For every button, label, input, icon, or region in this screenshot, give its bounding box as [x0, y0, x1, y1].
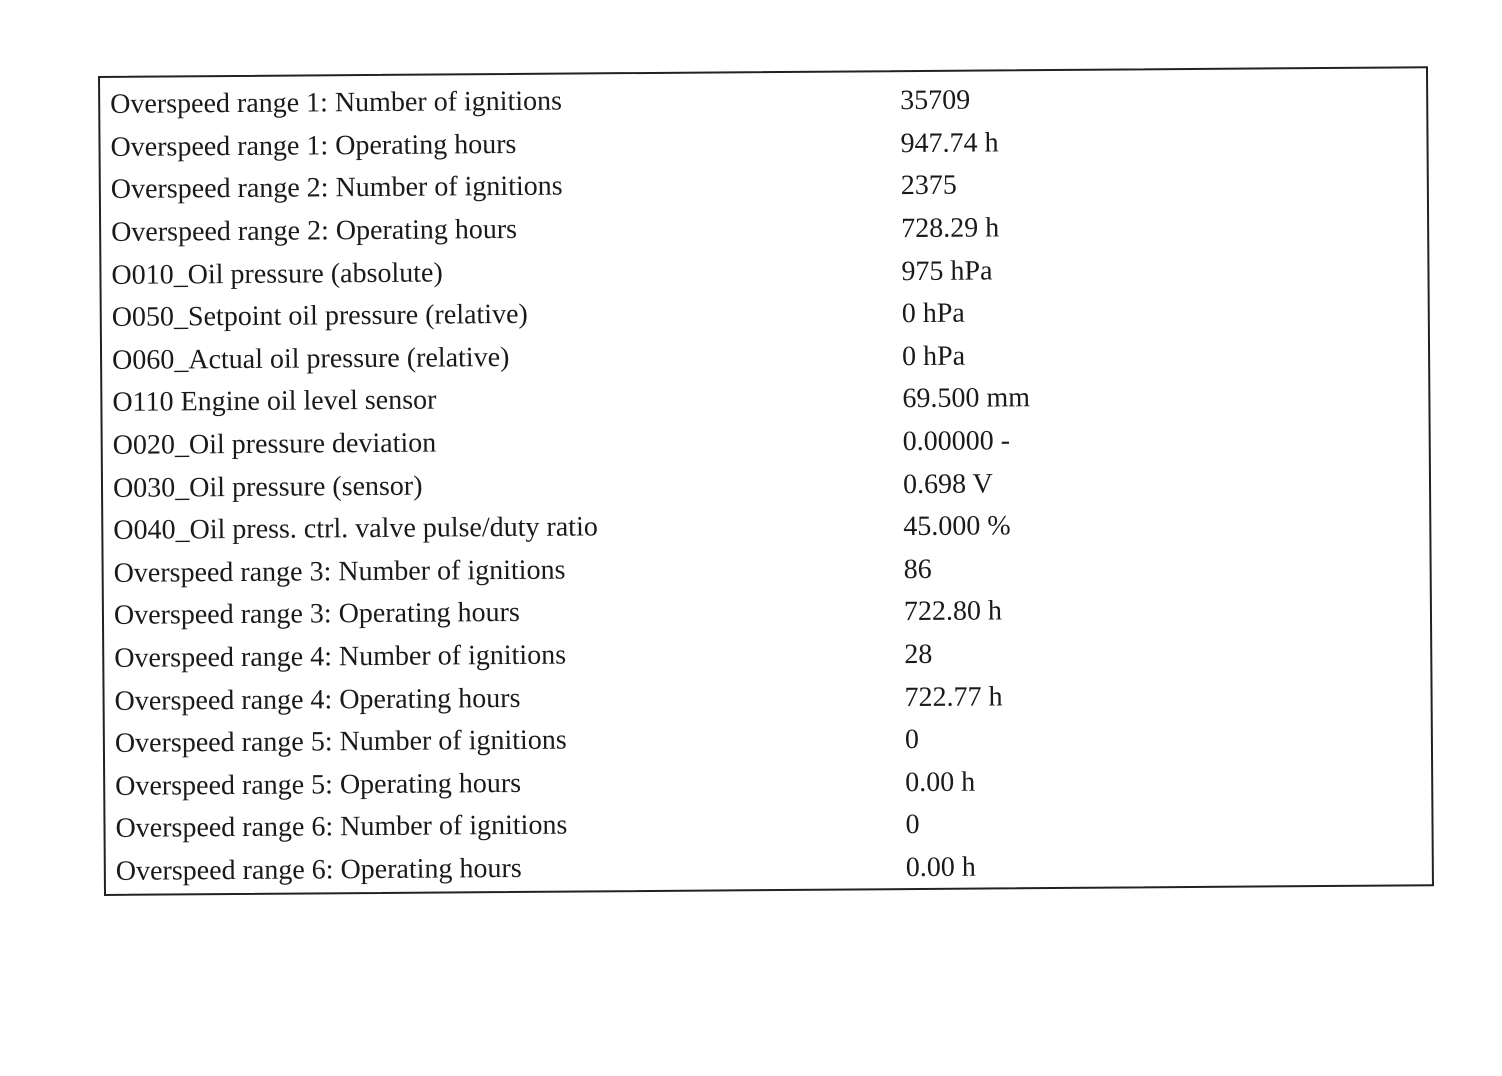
row-label: Overspeed range 2: Number of ignitions [110, 171, 563, 206]
row-label: Overspeed range 4: Operating hours [114, 682, 521, 717]
row-label: Overspeed range 5: Operating hours [115, 767, 522, 802]
row-value: 722.80 h [903, 595, 1003, 628]
row-value: 0 [904, 724, 920, 756]
row-label: O060_Actual oil pressure (relative) [111, 341, 510, 376]
row-value: 728.29 h [901, 212, 1000, 245]
row-label: O110 Engine oil level sensor [112, 384, 437, 419]
row-value: 45.000 % [903, 510, 1011, 543]
row-value: 86 [903, 553, 932, 585]
row-value: 0 [905, 809, 920, 841]
row-label: Overspeed range 3: Number of ignitions [113, 554, 566, 589]
row-value: 0 hPa [901, 297, 965, 330]
row-value: 28 [904, 638, 933, 671]
row-value: 2375 [900, 170, 957, 202]
row-value: 69.500 mm [902, 382, 1031, 415]
row-label: O020_Oil pressure deviation [112, 427, 437, 461]
row-value: 947.74 h [900, 127, 999, 160]
row-label: O030_Oil pressure (sensor) [112, 470, 423, 504]
row-value: 35709 [900, 84, 971, 117]
row-value: 0.00 h [905, 851, 976, 884]
row-label: O040_Oil press. ctrl. valve pulse/duty ratio [113, 511, 598, 547]
row-label: Overspeed range 6: Operating hours [115, 852, 522, 887]
row-label: O050_Setpoint oil pressure (relative) [111, 299, 528, 334]
row-label: Overspeed range 4: Number of ignitions [114, 639, 567, 674]
table-row [116, 841, 1422, 893]
row-label: Overspeed range 1: Operating hours [110, 128, 517, 163]
row-value: 0.698 V [902, 468, 993, 500]
row-value: 722.77 h [904, 680, 1003, 713]
row-label: Overspeed range 1: Number of ignitions [110, 85, 563, 121]
table-rows [110, 74, 1422, 893]
row-value: 0 hPa [901, 340, 966, 372]
row-label: Overspeed range 2: Operating hours [111, 214, 518, 248]
row-label: Overspeed range 6: Number of ignitions [115, 809, 568, 845]
row-value: 0.00000 - [902, 425, 1011, 458]
row-value: 975 hPa [901, 255, 993, 287]
row-label: Overspeed range 3: Operating hours [113, 597, 520, 632]
row-label: O010_Oil pressure (absolute) [111, 257, 443, 291]
measurement-table [98, 66, 1434, 896]
row-label: Overspeed range 5: Number of ignitions [114, 724, 567, 760]
row-value: 0.00 h [905, 766, 976, 798]
